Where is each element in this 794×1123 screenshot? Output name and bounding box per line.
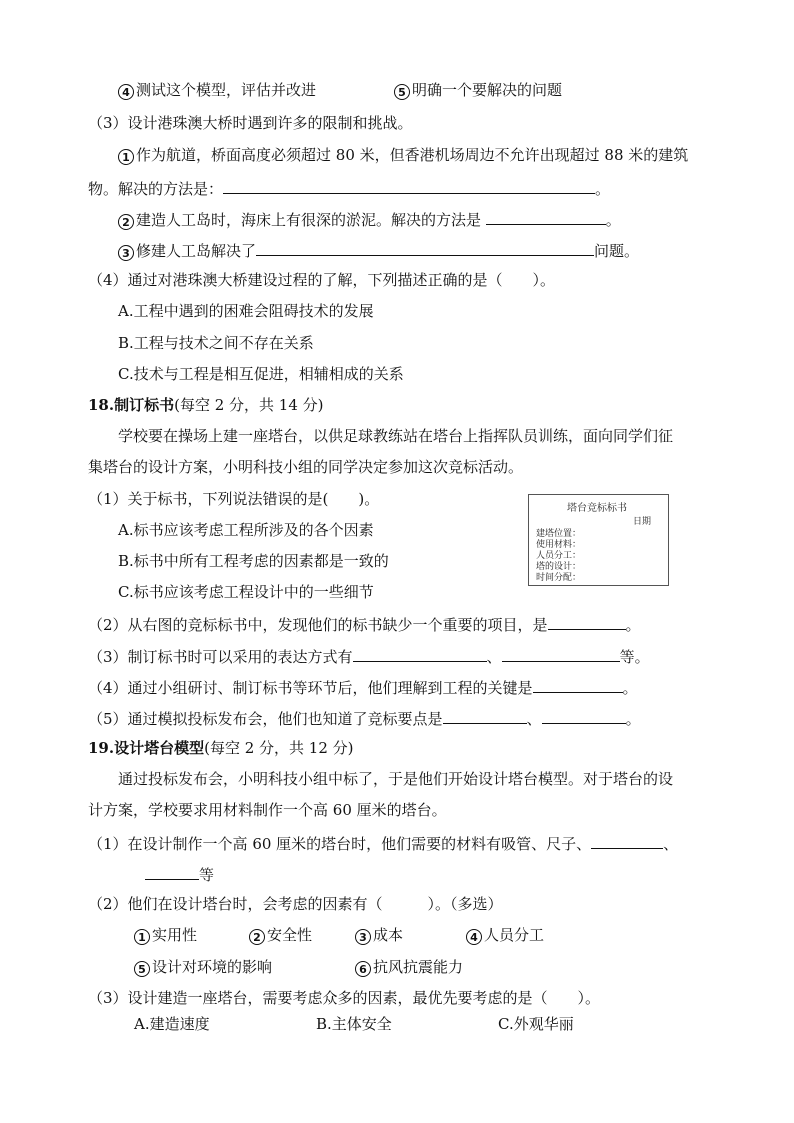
q19-option-1: 1 实用性 bbox=[134, 925, 197, 945]
q19-p3-question: （3）设计建造一座塔台，需要考虑众多的因素，最优先要考虑的是（ ）。 bbox=[88, 989, 601, 1007]
q18-p4: （4）通过小组研讨、制订标书等环节后，他们理解到工程的关键是 。 bbox=[88, 676, 638, 696]
q17-p3-item3: 3 修建人工岛解决了 问题。 bbox=[118, 239, 639, 259]
q18-intro-line2: 集塔台的设计方案，小明科技小组的同学决定参加这次竞标活动。 bbox=[88, 458, 524, 476]
q17-p4-question: （4）通过对港珠澳大桥建设过程的了解，下列描述正确的是（ ）。 bbox=[88, 271, 556, 289]
q18-p5: （5）通过模拟投标发布会，他们也知道了竞标要点是 、 。 bbox=[88, 707, 641, 727]
q19-p1-line1: （1）在设计制作一个高 60 厘米的塔台时，他们需要的材料有吸管、尺子、 、 bbox=[88, 832, 678, 852]
q17-p4-option-a: A.工程中遇到的困难会阻碍技术的发展 bbox=[118, 302, 374, 320]
q18-p1-option-c: C.标书应该考虑工程设计中的一些细节 bbox=[118, 583, 374, 601]
answer-blank[interactable] bbox=[542, 707, 626, 724]
circled-number-3: 3 bbox=[118, 245, 134, 261]
answer-blank[interactable] bbox=[256, 239, 594, 256]
answer-blank[interactable] bbox=[223, 177, 595, 194]
q19-heading bbox=[88, 738, 354, 758]
answer-blank[interactable] bbox=[591, 832, 663, 849]
q18-p3: （3）制订标书时可以采用的表达方式有 、 等。 bbox=[88, 645, 650, 665]
q19-option-6: 6 抗风抗震能力 bbox=[355, 957, 463, 977]
step-5-text: 明确一个要解决的问题 bbox=[412, 81, 563, 99]
q18-p1-question: （1）关于标书，下列说法错误的是( )。 bbox=[88, 490, 380, 508]
q19-option-2: 2 安全性 bbox=[249, 925, 312, 945]
tender-form-row: 使用材料： bbox=[536, 540, 582, 550]
circled-number-1: 1 bbox=[134, 929, 150, 945]
q18-intro-line1: 学校要在操场上建一座塔台，以供足球教练站在塔台上指挥队员训练，面向同学们征 bbox=[118, 427, 674, 445]
circled-number-2: 2 bbox=[118, 214, 134, 230]
q18-heading bbox=[88, 395, 324, 415]
circled-number-6: 6 bbox=[355, 961, 371, 977]
circled-number-3: 3 bbox=[355, 929, 371, 945]
q19-option-5: 5 设计对环境的影响 bbox=[134, 957, 272, 977]
answer-blank[interactable] bbox=[145, 863, 199, 880]
circled-number-4: 4 bbox=[466, 929, 482, 945]
q17-p3-intro: （3）设计港珠澳大桥时遇到许多的限制和挑战。 bbox=[88, 114, 413, 132]
tender-form-row: 建塔位置： bbox=[536, 529, 582, 539]
step-4-line bbox=[118, 80, 316, 100]
q17-p3-item1-line2: 物。解决的方法是： 。 bbox=[88, 177, 610, 197]
q18-score: (每空 2 分，共 14 分) bbox=[174, 396, 324, 414]
tender-form-title: 塔台竞标标书 bbox=[567, 503, 627, 514]
circled-number-5: 5 bbox=[134, 961, 150, 977]
q19-p3-option-a: A.建造速度 bbox=[134, 1015, 210, 1033]
answer-blank[interactable] bbox=[548, 613, 626, 630]
q18-p1-option-b: B.标书中所有工程考虑的因素都是一致的 bbox=[118, 552, 389, 570]
q18-p2: （2）从右图的竞标标书中，发现他们的标书缺少一个重要的项目，是 。 bbox=[88, 613, 641, 633]
circled-number-4: 4 bbox=[118, 84, 134, 100]
q17-p3-item2: 2 建造人工岛时，海床上有很深的淤泥。解决的方法是 。 bbox=[118, 208, 621, 228]
answer-blank[interactable] bbox=[486, 208, 606, 225]
step-5-line bbox=[394, 80, 562, 100]
q19-p2-question: （2）他们在设计塔台时，会考虑的因素有（ ）。（多选） bbox=[88, 895, 503, 913]
q19-score: (每空 2 分，共 12 分) bbox=[204, 739, 354, 757]
tender-form-row: 塔的设计： bbox=[536, 562, 582, 572]
tender-form-row: 时间分配： bbox=[536, 573, 582, 583]
q19-p3-option-b: B.主体安全 bbox=[316, 1015, 392, 1033]
answer-blank[interactable] bbox=[443, 707, 527, 724]
step-4-text: 测试这个模型，评估并改进 bbox=[136, 81, 317, 99]
q17-p3-item1-line1: 1 作为航道，桥面高度必须超过 80 米，但香港机场周边不允许出现超过 88 米的建筑 bbox=[118, 145, 688, 165]
q17-p4-option-c: C.技术与工程是相互促进，相辅相成的关系 bbox=[118, 365, 404, 383]
q17-p4-option-b: B.工程与技术之间不存在关系 bbox=[118, 334, 314, 352]
q19-p1-line2: 等 bbox=[145, 863, 214, 883]
tender-form-row: 人员分工： bbox=[536, 551, 582, 561]
q19-intro-line1: 通过投标发布会，小明科技小组中标了，于是他们开始设计塔台模型。对于塔台的设 bbox=[118, 770, 674, 788]
q19-p3-option-c: C.外观华丽 bbox=[498, 1015, 574, 1033]
answer-blank[interactable] bbox=[502, 645, 620, 662]
answer-blank[interactable] bbox=[533, 676, 623, 693]
circled-number-5: 5 bbox=[394, 84, 410, 100]
tender-form-image bbox=[528, 494, 669, 586]
q19-intro-line2: 计方案，学校要求用材料制作一个高 60 厘米的塔台。 bbox=[88, 801, 447, 819]
q19-option-3: 3 成本 bbox=[355, 925, 403, 945]
tender-form-date: 日期 bbox=[633, 517, 652, 527]
q19-option-4: 4 人员分工 bbox=[466, 925, 544, 945]
q18-title: 18.制订标书 bbox=[88, 396, 175, 414]
circled-number-1: 1 bbox=[118, 149, 134, 165]
answer-blank[interactable] bbox=[353, 645, 487, 662]
circled-number-2: 2 bbox=[249, 929, 265, 945]
q18-p1-option-a: A.标书应该考虑工程所涉及的各个因素 bbox=[118, 521, 374, 539]
tender-form-rows bbox=[536, 529, 581, 584]
q19-title: 19.设计塔台模型 bbox=[88, 739, 205, 757]
